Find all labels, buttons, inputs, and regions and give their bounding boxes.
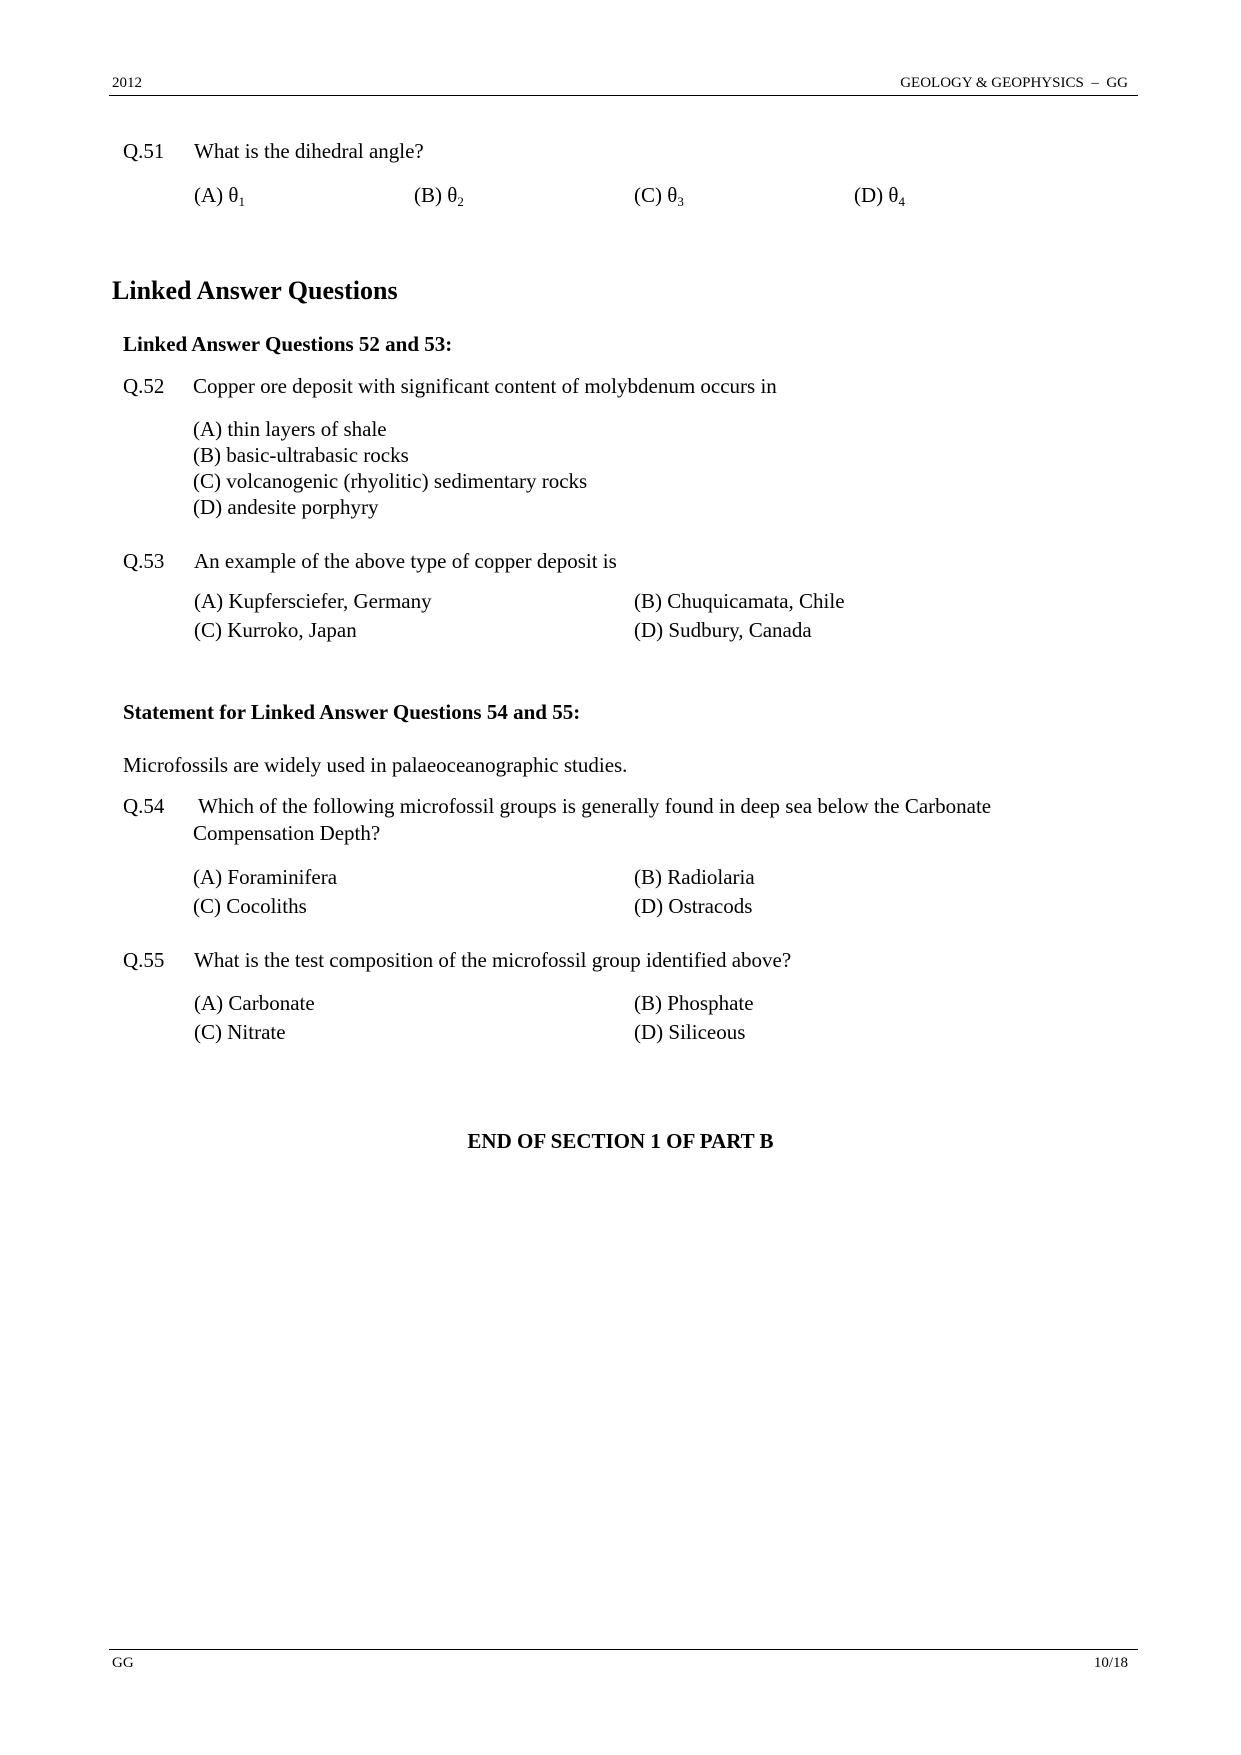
option-c: (C) volcanogenic (rhyolitic) sedimentary rocks <box>193 469 588 493</box>
option-a: (A) thin layers of shale <box>193 417 387 441</box>
option-c: (C) Kurroko, Japan <box>194 618 357 642</box>
linked-heading-52-53: Linked Answer Questions 52 and 53: <box>123 332 453 356</box>
option-d: (D) Sudbury, Canada <box>634 618 812 642</box>
option-d: (D) Ostracods <box>634 894 753 918</box>
option-d: (D) Siliceous <box>634 1020 746 1044</box>
question-number: Q.55 <box>123 948 165 972</box>
question-text: An example of the above type of copper deposit is <box>194 549 617 573</box>
question-number: Q.54 <box>123 794 165 818</box>
header-rule <box>109 95 1138 96</box>
statement-text: Microfossils are widely used in palaeoceanographic studies. <box>123 753 628 777</box>
end-of-section: END OF SECTION 1 OF PART B <box>467 1129 774 1153</box>
option-b: (B) Phosphate <box>634 991 754 1015</box>
question-text: What is the dihedral angle? <box>194 139 424 163</box>
question-number: Q.52 <box>123 374 165 398</box>
option-b: (B) Radiolaria <box>634 865 755 889</box>
option-c: (C) $\theta_3$ <box>634 183 684 209</box>
option-c: (C) Nitrate <box>194 1020 286 1044</box>
question-text: Copper ore deposit with significant content of molybdenum occurs in <box>193 374 777 398</box>
question-number: Q.51 <box>123 139 165 163</box>
question-text: What is the test composition of the microfossil group identified above? <box>194 948 792 972</box>
page-number: 10/18 <box>1093 1655 1128 1671</box>
option-a: (A) Kupfersciefer, Germany <box>194 589 432 613</box>
footer-rule <box>109 1649 1138 1650</box>
option-b: (B) $\theta_2$ <box>414 183 464 209</box>
option-d: (D) $\theta_4$ <box>854 183 905 209</box>
question-text: Which of the following microfossil groups is generally found in deep sea below the Carbonate <box>198 794 992 818</box>
section-heading: Linked Answer Questions <box>112 276 398 305</box>
statement-heading-54-55: Statement for Linked Answer Questions 54 and 55: <box>123 700 581 724</box>
option-a: (A) Carbonate <box>194 991 315 1015</box>
option-a: (A) Foraminifera <box>193 865 338 889</box>
option-b: (B) Chuquicamata, Chile <box>634 589 845 613</box>
option-b: (B) basic-ultrabasic rocks <box>193 443 409 467</box>
option-a: (A) $\theta_1$ <box>194 183 245 209</box>
option-c: (C) Cocoliths <box>193 894 307 918</box>
header-year: 2012 <box>112 75 142 91</box>
footer-code: GG <box>112 1655 134 1671</box>
header-title: GEOLOGY & GEOPHYSICS – GG <box>900 75 1128 91</box>
option-d: (D) andesite porphyry <box>193 495 379 519</box>
question-text-continued: Compensation Depth? <box>193 821 381 845</box>
question-number: Q.53 <box>123 549 165 573</box>
